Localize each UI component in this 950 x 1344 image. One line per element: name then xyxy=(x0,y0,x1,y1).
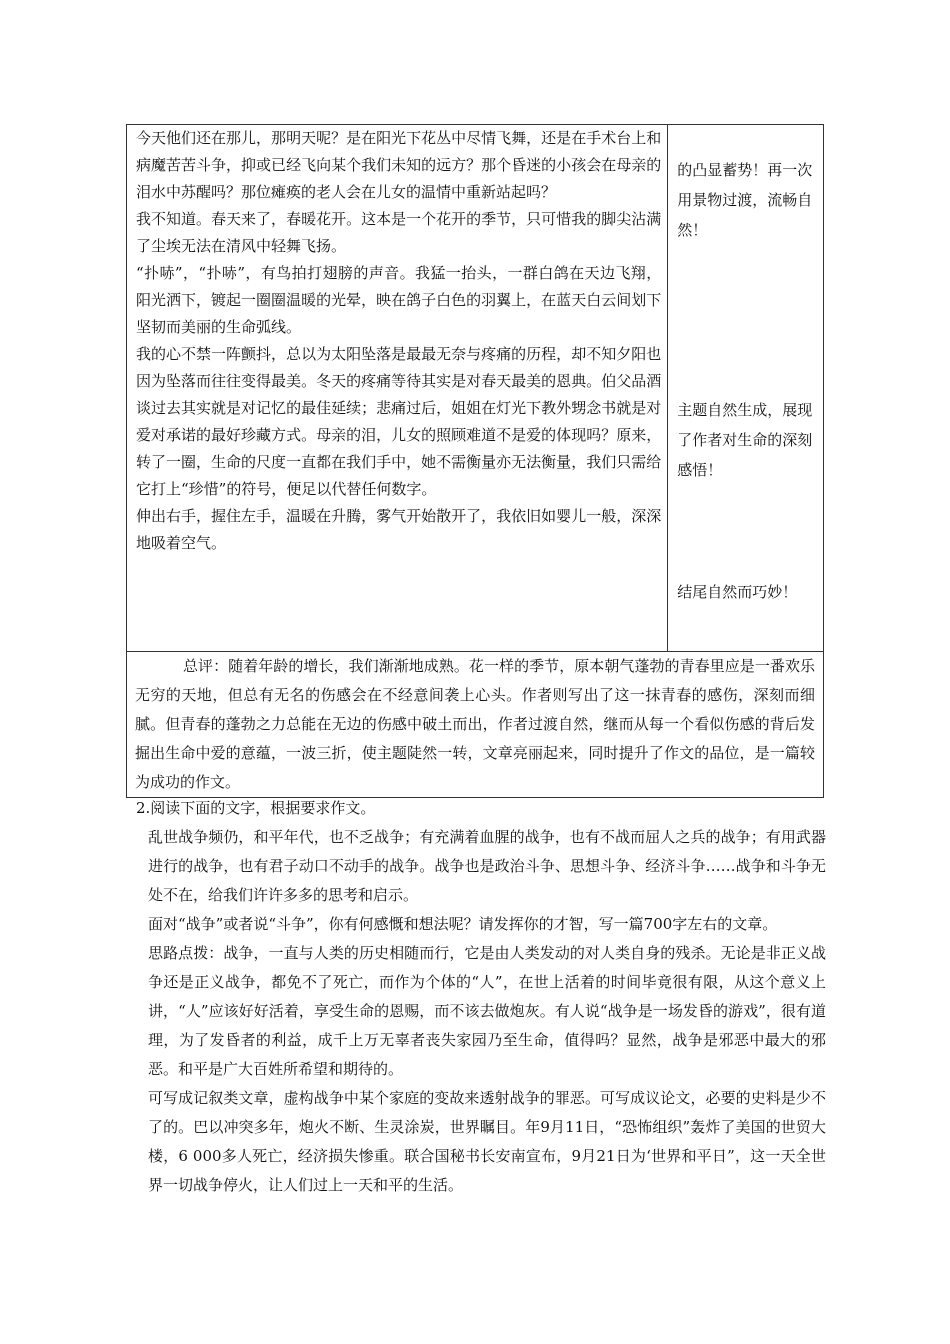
essay-review-table xyxy=(126,124,824,798)
question-paragraph: 面对“战争”或者说“斗争”，你有何感慨和想法呢？请发挥你的才智，写一篇700字左右的文章。 xyxy=(148,915,778,933)
summary-row xyxy=(127,652,824,798)
writing-question xyxy=(136,794,826,1200)
comment-note: 的凸显蓄势！再一次用景物过渡，流畅自然！ xyxy=(677,161,813,239)
essay-paragraph: 伸出右手，握住左手，温暖在升腾，雾气开始散开了，我依旧如婴儿一般，深深地吸着空气。 xyxy=(136,507,662,552)
essay-paragraph: 我的心不禁一阵颤抖，总以为太阳坠落是最最无奈与疼痛的历程，却不知夕阳也因为坠落而往往变得最美。冬天的疼痛等待其实是对春天最美的恩典。伯父品酒谈过去其实就是对记忆的最佳延续；悲痛过后，姐姐在灯光下教外甥念书就是对爱对承诺的最好珍藏方式。母亲的泪，儿女的照顾难道不是爱的体现吗？原来，转了一圈，生命的尺度一直都在我们手中，她不需衡量亦无法衡量，我们只需给它打上“珍惜”的符号，便足以代替任何数字。 xyxy=(136,345,662,498)
comment-cell xyxy=(668,125,824,652)
question-paragraph: 乱世战争频仍，和平年代，也不乏战争；有充满着血腥的战争，也有不战而屈人之兵的战争；有用武器进行的战争，也有君子动口不动手的战争。战争也是政治斗争、思想斗争、经济斗争……战争和斗争无处不在，给我们许许多多的思考和启示。 xyxy=(148,828,826,904)
essay-paragraph: 今天他们还在那儿，那明天呢？是在阳光下花丛中尽情飞舞，还是在手术台上和病魔苦苦斗争，抑或已经飞向某个我们未知的远方？那个昏迷的小孩会在母亲的泪水中苏醒吗？那位瘫痪的老人会在儿女的温情中重新站起吗？ xyxy=(136,129,662,201)
summary-cell xyxy=(127,652,824,798)
question-paragraph: 可写成记叙类文章，虚构战争中某个家庭的变故来透射战争的罪恶。可写成议论文，必要的史料是少不了的。巴以冲突多年，炮火不断、生灵涂炭，世界瞩目。年9月11日，“恐怖组织”轰炸了美国的世贸大楼，6 000多人死亡，经济损失惨重。联合国秘书长安南宣布，9月21日为‘世界和平日”，这一天全世界一切战争停火，让人们过上一天和平的生活。 xyxy=(148,1089,826,1194)
comment-column xyxy=(668,125,823,651)
essay-text-cell xyxy=(127,125,668,652)
essay-paragraph: 我不知道。春天来了，春暖花开。这本是一个花开的季节，只可惜我的脚尖沾满了尘埃无法在清风中轻舞飞扬。 xyxy=(136,210,662,255)
summary-text: 总评：随着年龄的增长，我们渐渐地成熟。花一样的季节，原本朝气蓬勃的青春里应是一番欢乐无穷的天地，但总有无名的伤感会在不经意间袭上心头。作者则写出了这一抹青春的感伤，深刻而细腻。但青春的蓬勃之力总能在无边的伤感中破土而出，作者过渡自然，继而从每一个看似伤感的背后发掘出生命中爱的意蕴，一波三折，使主题陡然一转，文章亮丽起来，同时提升了作文的品位，是一篇较为成功的作文。 xyxy=(135,657,815,791)
comment-note: 主题自然生成，展现了作者对生命的深刻感悟！ xyxy=(677,401,813,479)
question-title: 2.阅读下面的文字，根据要求作文。 xyxy=(136,799,376,817)
essay-paragraph: “扑哧”，“扑哧”，有鸟拍打翅膀的声音。我猛一抬头，一群白鸽在天边飞翔，阳光洒下，镀起一圈圈温暖的光晕，映在鸽子白色的羽翼上，在蓝天白云间划下坚韧而美丽的生命弧线。 xyxy=(136,264,662,336)
essay-row xyxy=(127,125,824,652)
question-paragraph: 思路点拨：战争，一直与人类的历史相随而行，它是由人类发动的对人类自身的残杀。无论是非正义战争还是正义战争，都免不了死亡，而作为个体的“人”，在世上活着的时间毕竟很有限，从这个意义上讲，“人”应该好好活着，享受生命的恩赐，而不该去做炮灰。有人说“战争是一场发昏的游戏”，很有道理，为了发昏者的利益，成千上万无辜者丧失家园乃至生命，值得吗？显然，战争是邪恶中最大的邪恶。和平是广大百姓所希望和期待的。 xyxy=(148,944,826,1078)
comment-note: 结尾自然而巧妙！ xyxy=(677,583,798,601)
